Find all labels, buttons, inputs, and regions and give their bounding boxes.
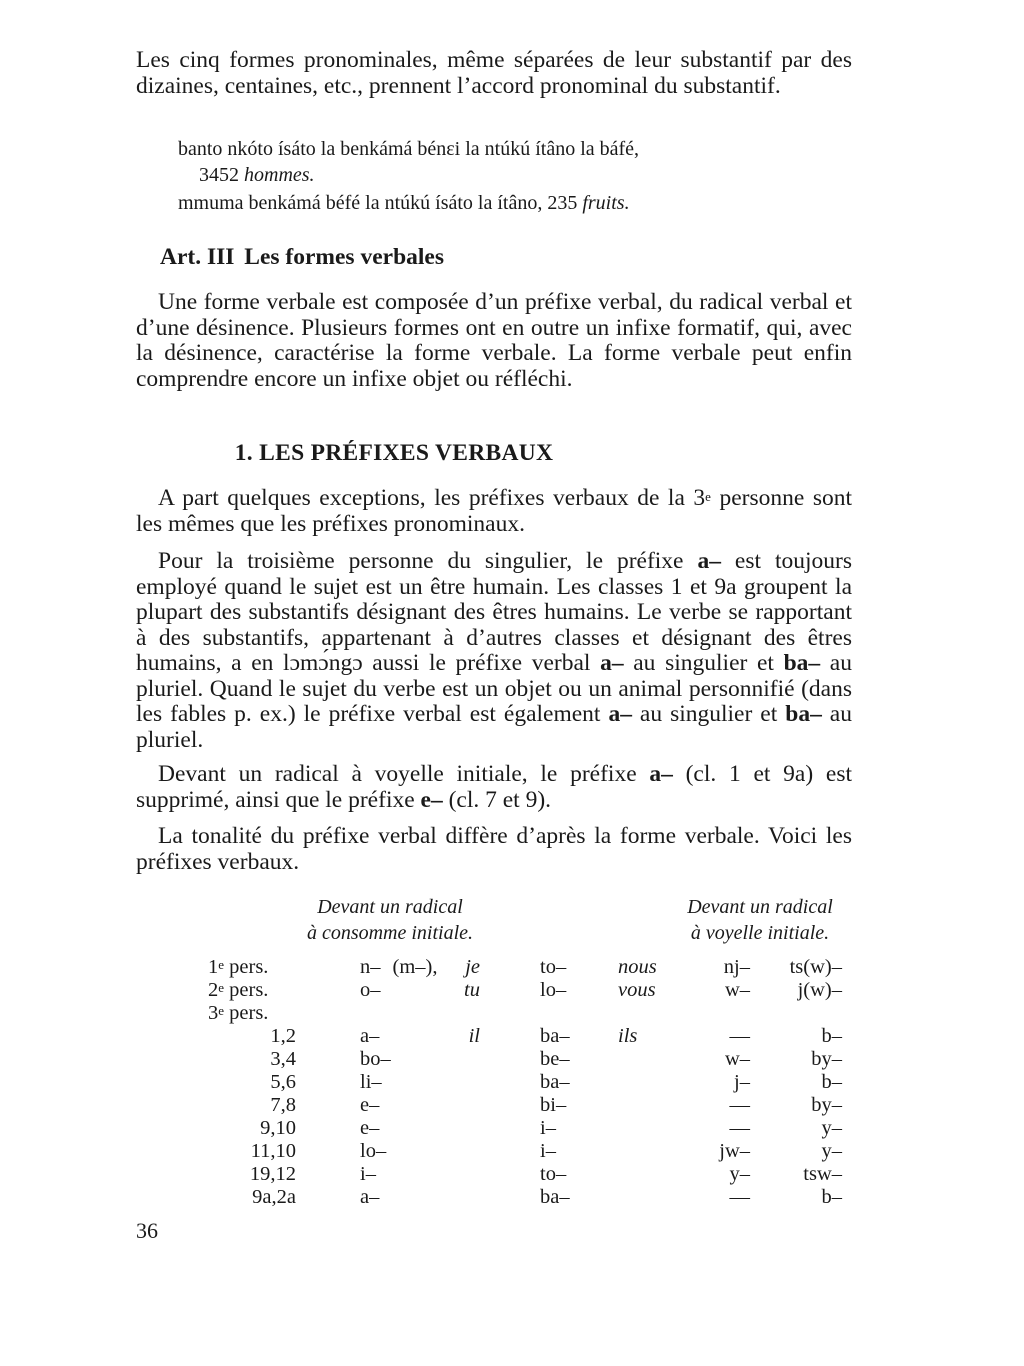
singular-prefix-consonant: bo– (360, 1048, 391, 1070)
plural-pronoun-gloss: ils (618, 1025, 638, 1047)
singular-prefix-consonant: a– (360, 1025, 380, 1047)
singular-prefix-consonant: lo– (360, 1140, 387, 1162)
class-label: 9,10 (260, 1117, 296, 1139)
singular-prefix-consonant: a– (360, 1186, 380, 1208)
example-2-gloss: fruits. (582, 192, 630, 214)
page-number: 36 (136, 1218, 158, 1243)
plural-prefix-vowel: j(w)– (797, 979, 842, 1001)
example-1-text: banto nkóto ísáto la benkámá bénεi la ntúkú ítâno la báfé, (178, 138, 640, 160)
paragraph-vowel-initial: Devant un radical à voyelle initiale, le préfixe a– (cl. 1 et 9a) est supprimé, ainsi que le préfixe e– (cl. 7 et 9). (136, 761, 852, 813)
example-2-text: mmuma benkámá béfé la ntúkú ísáto la ítâno, 235 (178, 192, 583, 214)
singular-prefix-consonant: n– (m–), (360, 956, 438, 978)
plural-prefix-vowel: by– (811, 1048, 842, 1070)
person-label: 1e pers. (208, 956, 269, 978)
class-label: 3,4 (270, 1048, 296, 1070)
singular-prefix-consonant: li– (360, 1071, 382, 1093)
paragraph-tonality: La tonalité du préfixe verbal diffère d’après la forme verbale. Voici les préfixes verbaux. (136, 823, 852, 875)
example-1-second-line: 3452 hommes. (199, 164, 315, 186)
column-header-vowel: Devant un radical à voyelle initiale. (687, 896, 833, 944)
intro-paragraph: Les cinq formes pronominales, même séparées de leur substantif par des dizaines, centaines, etc., prennent l’accord pronominal du substantif. (136, 47, 852, 99)
plural-prefix-consonant: i– (540, 1117, 556, 1139)
class-label: 7,8 (270, 1094, 296, 1116)
singular-prefix-vowel: w– (724, 1048, 750, 1070)
plural-prefix-vowel: b– (821, 1025, 842, 1047)
class-label: 19,12 (249, 1163, 296, 1185)
example-2 (178, 190, 630, 216)
plural-prefix-consonant: ba– (540, 1025, 570, 1047)
plural-prefix-consonant: bi– (540, 1094, 567, 1116)
article-paragraph: Une forme verbale est composée d’un préfixe verbal, du radical verbal et d’une désinence. Plusieurs formes ont en outre un infixe formatif, qui, avec la désinence, caractérise la forme verbale. La forme verbale peut enfin comprendre encore un infixe objet ou réfléchi. (136, 289, 852, 392)
plural-prefix-consonant: to– (540, 956, 567, 978)
singular-prefix-vowel: nj– (723, 956, 750, 978)
paragraph-third-person: Pour la troisième personne du singulier, le préfixe a– est toujours employé quand le sujet est un être humain. Les classes 1 et 9a groupent la plupart des substantifs désignant des êtres humains. Le verbe se rapportant à des substantifs, appartenant à d’autres classes et désignant des êtres humains, a en lɔmɔ́ngɔ aussi le préfixe verbal a– au singulier et ba– au pluriel. Quand le sujet du verbe est un objet ou un animal personnifié (dans les fables p. ex.) le préfixe verbal est également a– au singulier et ba– au pluriel. (136, 548, 852, 753)
singular-prefix-vowel: — (729, 1094, 750, 1116)
section-title: 1. LES PRÉFIXES VERBAUX (234, 440, 554, 466)
plural-prefix-consonant: be– (540, 1048, 570, 1070)
singular-prefix-vowel: — (729, 1186, 750, 1208)
article-heading (160, 244, 444, 271)
plural-prefix-vowel: ts(w)– (789, 956, 842, 978)
class-label: 5,6 (270, 1071, 296, 1093)
plural-prefix-consonant: i– (540, 1140, 556, 1162)
example-1 (178, 136, 639, 188)
plural-prefix-consonant: ba– (540, 1071, 570, 1093)
singular-prefix-vowel: w– (724, 979, 750, 1001)
column-header-consonant: Devant un radical à consomme initiale. (306, 896, 474, 944)
class-label: 1,2 (270, 1025, 296, 1047)
person-label: 2e pers. (208, 979, 269, 1001)
class-label: 9a,2a (252, 1186, 296, 1208)
person-label: 3e pers. (208, 1002, 269, 1024)
plural-prefix-vowel: tsw– (803, 1163, 842, 1185)
singular-prefix-vowel: — (729, 1117, 750, 1139)
singular-prefix-consonant: e– (360, 1094, 380, 1116)
plural-prefix-vowel: b– (821, 1186, 842, 1208)
plural-prefix-consonant: ba– (540, 1186, 570, 1208)
singular-prefix-consonant: i– (360, 1163, 376, 1185)
plural-prefix-vowel: y– (821, 1140, 842, 1162)
plural-prefix-vowel: by– (811, 1094, 842, 1116)
plural-prefix-vowel: y– (821, 1117, 842, 1139)
plural-prefix-vowel: b– (821, 1071, 842, 1093)
singular-pronoun-gloss: je (465, 956, 480, 978)
singular-prefix-consonant: e– (360, 1117, 380, 1139)
singular-pronoun-gloss: il (468, 1025, 480, 1047)
article-title: Les formes verbales (244, 244, 444, 270)
singular-prefix-vowel: j– (734, 1071, 750, 1093)
plural-pronoun-gloss: nous (618, 956, 657, 978)
singular-prefix-vowel: y– (729, 1163, 750, 1185)
plural-prefix-consonant: lo– (540, 979, 567, 1001)
article-label: Art. III (160, 244, 235, 270)
plural-pronoun-gloss: vous (618, 979, 656, 1001)
singular-pronoun-gloss: tu (464, 979, 480, 1001)
singular-prefix-vowel: jw– (719, 1140, 750, 1162)
class-label: 11,10 (250, 1140, 296, 1162)
singular-prefix-vowel: — (729, 1025, 750, 1047)
singular-prefix-consonant: o– (360, 979, 381, 1001)
paragraph-prefixes-exceptions: A part quelques exceptions, les préfixes verbaux de la 3e personne sont les mêmes que les préfixes pronominaux. (136, 485, 852, 537)
plural-prefix-consonant: to– (540, 1163, 567, 1185)
